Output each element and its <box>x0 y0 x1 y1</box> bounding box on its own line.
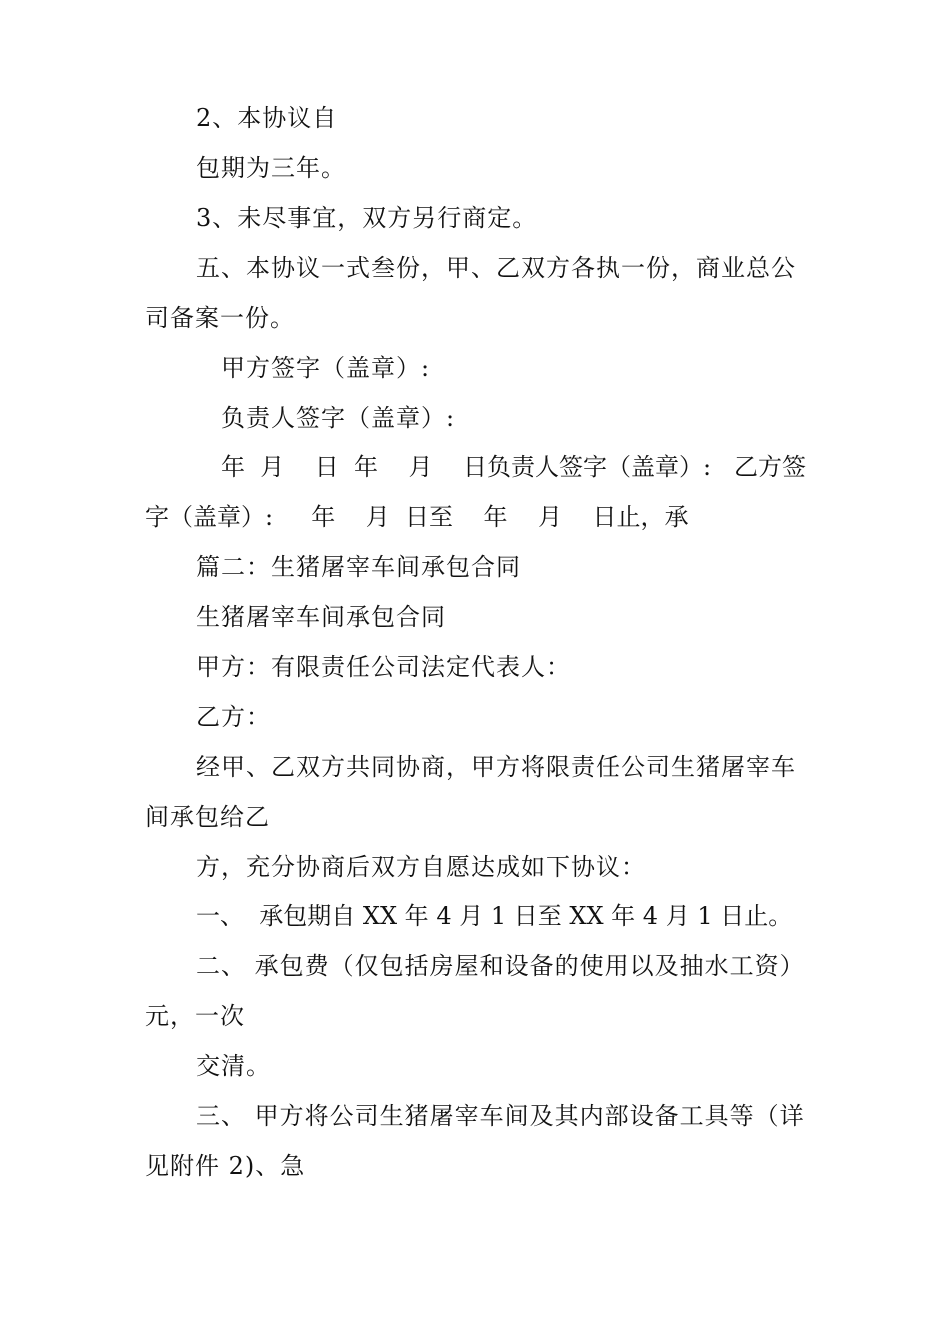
text-line: 3、未尽事宜，双方另行商定。 <box>196 204 538 232</box>
text-line: 经甲、乙双方共同协商，甲方将限责任公司生猪屠宰车 <box>196 753 796 781</box>
text-line: 甲方：有限责任公司法定代表人： <box>196 653 571 681</box>
text-line: 方，充分协商后双方自愿达成如下协议： <box>196 853 646 881</box>
text-line: 司备案一份。 <box>145 304 295 332</box>
text-line: 一、 承包期自 XX 年 4 月 1 日至 XX 年 4 月 1 日止。 <box>196 902 793 930</box>
text-line: 篇二：生猪屠宰车间承包合同 <box>196 553 521 581</box>
text-line: 甲方签字（盖章）: <box>221 354 431 382</box>
text-line: 生猪屠宰车间承包合同 <box>196 603 446 631</box>
text-line: 二、 承包费（仅包括房屋和设备的使用以及抽水工资） <box>196 952 805 980</box>
text-line: 见附件 2)、急 <box>145 1152 306 1180</box>
text-line: 负责人签字（盖章）: <box>221 404 456 432</box>
text-line: 间承包给乙 <box>145 803 270 831</box>
text-line: 五、本协议一式叁份，甲、乙双方各执一份，商业总公 <box>196 254 796 282</box>
text-line: 字（盖章）: 年 月 日至 年 月 日止，承 <box>145 503 689 531</box>
text-line: 2、本协议自 <box>196 104 338 132</box>
text-line: 乙方： <box>196 703 271 731</box>
text-line: 年 月 日 年 月 日负责人签字（盖章）: 乙方签 <box>221 453 807 481</box>
text-line: 三、 甲方将公司生猪屠宰车间及其内部设备工具等（详 <box>196 1102 805 1130</box>
text-line: 元，一次 <box>145 1002 245 1030</box>
text-line: 交清。 <box>196 1052 271 1080</box>
text-line: 包期为三年。 <box>196 154 346 182</box>
